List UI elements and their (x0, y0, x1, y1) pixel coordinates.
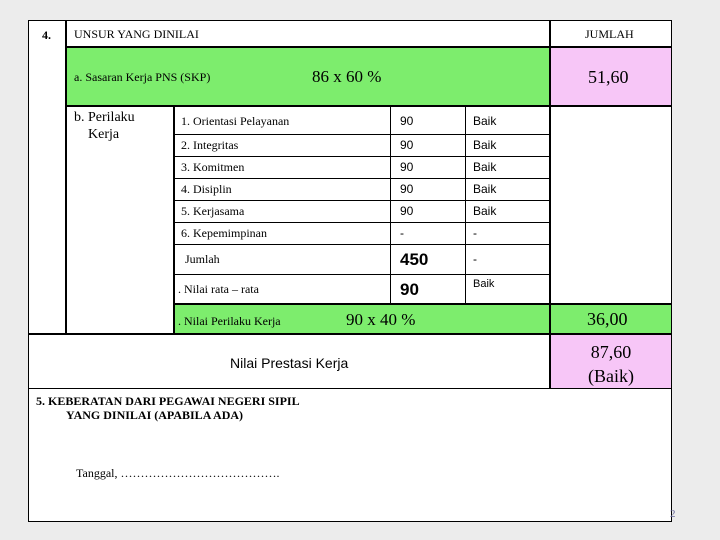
keberatan-line-2: YANG DINILAI (APABILA ADA) (66, 408, 244, 422)
nilai-perilaku-formula: 90 x 40 % (346, 310, 416, 329)
item-rating: Baik (473, 160, 497, 174)
tanggal-line: Tanggal, …………………………………. (76, 466, 280, 480)
rata-score: 90 (400, 280, 419, 299)
row-divider (174, 244, 550, 245)
item-rating: Baik (473, 138, 497, 152)
item-score: 90 (400, 182, 414, 196)
skp-result: 51,60 (588, 67, 629, 87)
row-divider (174, 156, 550, 157)
prestasi-result-2: (Baik) (588, 366, 634, 386)
item-rating: - (473, 226, 477, 240)
jumlah-label: Jumlah (185, 252, 220, 266)
item-name: 5. Kerjasama (181, 204, 245, 218)
skp-formula: 86 x 60 % (312, 67, 382, 86)
row-divider (174, 134, 550, 135)
item-score: 90 (400, 160, 414, 174)
perilaku-label-2: Kerja (88, 127, 120, 142)
jumlah-score: 450 (400, 250, 429, 269)
rata-rating: Baik (473, 278, 495, 290)
keberatan-line-1: 5. KEBERATAN DARI PEGAWAI NEGERI SIPIL (36, 394, 300, 408)
row-divider (174, 178, 550, 179)
item-name: 1. Orientasi Pelayanan (181, 114, 290, 128)
item-score: - (400, 226, 404, 240)
rata-label: . Nilai rata – rata (178, 282, 259, 296)
item-rating: Baik (473, 114, 497, 128)
row-divider (174, 222, 550, 223)
perilaku-label-cell (66, 106, 174, 334)
item-score: 90 (400, 138, 414, 152)
row-number: 4. (42, 28, 51, 42)
prestasi-result-1: 87,60 (590, 342, 632, 362)
row-number-cell (28, 20, 66, 334)
jumlah-rating: - (473, 252, 477, 266)
prestasi-label: Nilai Prestasi Kerja (230, 355, 349, 371)
item-rating: Baik (473, 204, 497, 218)
page-number: 2 (670, 508, 676, 520)
nilai-perilaku-result: 36,00 (587, 309, 628, 329)
perilaku-result-column (550, 106, 672, 304)
item-score: 90 (400, 204, 414, 218)
item-name: 3. Komitmen (181, 160, 245, 174)
item-name: 2. Integritas (181, 138, 239, 152)
item-name: 4. Disiplin (181, 182, 232, 196)
nilai-perilaku-label: . Nilai Perilaku Kerja (178, 314, 281, 328)
skp-label: a. Sasaran Kerja PNS (SKP) (74, 70, 211, 84)
unsur-header: UNSUR YANG DINILAI (74, 27, 199, 41)
jumlah-header: JUMLAH (585, 27, 634, 41)
item-name: 6. Kepemimpinan (181, 226, 267, 240)
item-rating: Baik (473, 182, 497, 196)
row-divider (174, 200, 550, 201)
item-score: 90 (400, 114, 414, 128)
row-divider (174, 274, 550, 275)
perilaku-label-1: b. Perilaku (74, 110, 135, 125)
